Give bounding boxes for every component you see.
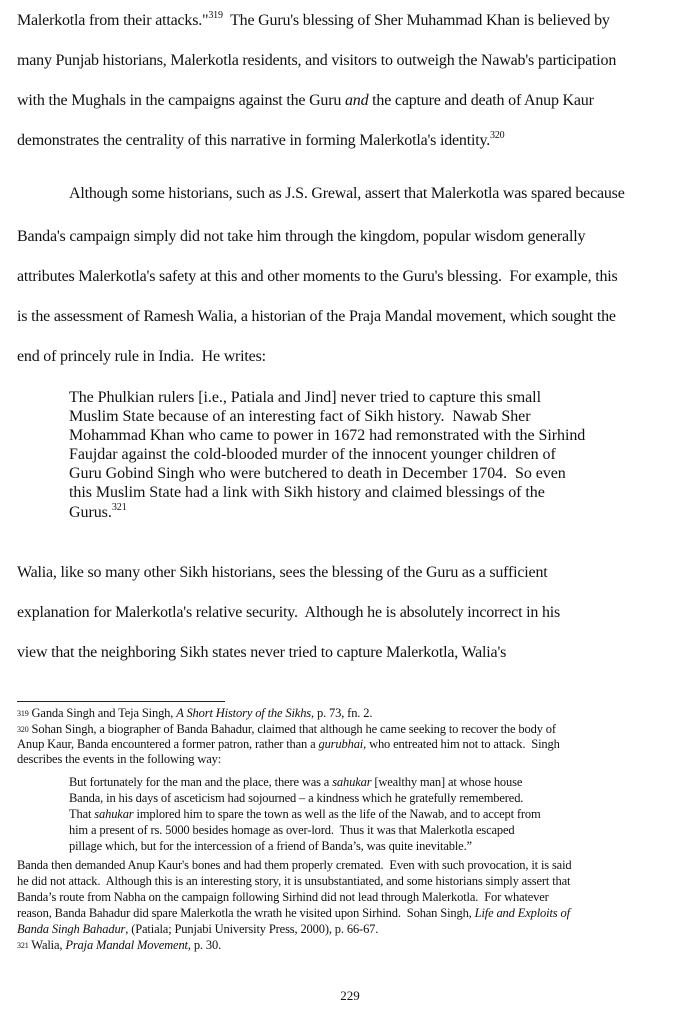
emphasis-text: and [344, 92, 369, 109]
footnote-line [17, 922, 378, 938]
body-text: the capture and death of Anup Kaur [368, 92, 594, 109]
quote-line: pillage which, but for the intercession of a friend of Banda’s, was quite inevitable.” [69, 839, 472, 853]
footnote-319 [17, 706, 372, 722]
quote-line: The Phulkian rulers [i.e., Patiala and Jind] never tried to capture this small [69, 389, 541, 406]
body-line [17, 12, 610, 30]
body-text: attributes Malerkotla's safety at this and other moments to the Guru's blessing. For example, this [17, 268, 618, 285]
footnote-text: , p. 73, fn. 2. [311, 706, 373, 720]
body-text: Banda's campaign simply did not take him through the kingdom, popular wisdom generally [17, 228, 586, 245]
body-line [17, 228, 585, 246]
footnote-text: Walia, [28, 938, 66, 952]
footnote-text: , (Patiala; Punjabi University Press, 2000), p. 66-67. [125, 922, 379, 936]
page-number: 229 [340, 988, 360, 1003]
footnote-number: 321 [17, 941, 29, 950]
emphasis-text: sahukar [94, 807, 134, 821]
quote-text: [wealthy man] at whose house [371, 775, 523, 789]
citation-title: Banda Singh Bahadur [17, 922, 126, 936]
footnote-text: , who entreated him not to attack. Singh [363, 737, 560, 751]
citation-title: Life and Exploits of [474, 906, 570, 920]
citation-title: Praja Mandal Movement [65, 938, 188, 952]
body-text: end of princely rule in India. He writes: [17, 348, 266, 365]
quote-text: Gurus. [69, 504, 112, 521]
footnote-line: Banda’s route from Nabha on the campaign following Sirhind did not lead through Malerkotla. For whatever [17, 890, 549, 904]
body-text: many Punjab historians, Malerkotla residents, and visitors to outweigh the Nawab's participation [17, 52, 617, 69]
quote-line: Banda, in his days of asceticism had sojourned – a kindness which he gratefully remembered. [69, 791, 524, 805]
citation-title: A Short History of the Sikhs [176, 706, 312, 720]
body-line [17, 52, 616, 70]
quote-line: Mohammad Khan who came to power in 1672 had remonstrated with the Sirhind [69, 427, 586, 444]
footnote-line [17, 722, 556, 738]
body-text: view that the neighboring Sikh states never tried to capture Malerkotla, Walia's [17, 644, 507, 661]
body-text: with the Mughals in the campaigns against the Guru [17, 92, 345, 109]
footnote-separator [17, 701, 225, 702]
footnote-321 [17, 938, 221, 954]
footnote-text: Anup Kaur, Banda encountered a former patron, rather than a [17, 737, 319, 751]
footnote-text: reason, Banda Bahadur did spare Malerkotla the wrath he visited upon Sirhind. Sohan Singh, [17, 906, 475, 920]
footnote-ref-320[interactable]: 320 [490, 130, 505, 141]
footnote-text: Ganda Singh and Teja Singh, [28, 706, 177, 720]
body-text: The Guru's blessing of Sher Muhammad Khan is believed by [222, 12, 610, 29]
body-text: Walia, like so many other Sikh historians, sees the blessing of the Guru as a sufficient [17, 564, 548, 581]
footnote-ref-321[interactable]: 321 [111, 502, 127, 513]
body-line [17, 92, 594, 110]
quote-line [69, 503, 127, 523]
footnote-ref-319[interactable]: 319 [208, 10, 223, 21]
body-line [17, 132, 504, 150]
footnote-text: Sohan Singh, a biographer of Banda Bahadur, claimed that although he came seeking to recover the body of [28, 722, 556, 736]
quote-line [69, 807, 541, 823]
quote-text: But fortunately for the man and the place, there was a [69, 775, 333, 789]
body-text: Although some historians, such as J.S. Grewal, assert that Malerkotla was spared because [69, 185, 625, 202]
footnote-line: he did not attack. Although this is an interesting story, it is unsubstantiated, and some historians simply assert that [17, 874, 571, 888]
body-line [17, 644, 506, 662]
quote-line: Guru Gobind Singh who were butchered to death in December 1704. So even [69, 465, 566, 482]
body-line [69, 185, 625, 203]
quote-text: implored him to spare the town as well as the life of the Nawab, and to accept from [133, 807, 541, 821]
body-text: explanation for Malerkotla's relative security. Although he is absolutely incorrect in his [17, 604, 561, 621]
quote-line: Muslim State because of an interesting fact of Sikh history. Nawab Sher [69, 408, 531, 425]
footnote-line: Banda then demanded Anup Kaur's bones and had them properly cremated. Even with such provocation, it is said [17, 858, 572, 872]
quote-text: That [69, 807, 95, 821]
quote-line: him a present of rs. 5000 besides homage as over-lord. Thus it was that Malerkotla escaped [69, 823, 515, 837]
emphasis-text: sahukar [332, 775, 372, 789]
footnote-line [17, 906, 570, 922]
body-line [17, 604, 560, 622]
body-line [17, 348, 266, 366]
body-text: demonstrates the centrality of this narrative in forming Malerkotla's identity. [17, 132, 491, 149]
footnote-line [17, 752, 221, 768]
footnote-text: , p. 30. [187, 938, 222, 952]
quote-line [69, 775, 522, 791]
body-text: is the assessment of Ramesh Walia, a historian of the Praja Mandal movement, which sought the [17, 308, 616, 325]
body-line [17, 308, 616, 326]
body-text: Malerkotla from their attacks." [17, 12, 209, 29]
footnote-number: 319 [17, 709, 29, 718]
body-line [17, 268, 618, 286]
footnote-line [17, 737, 560, 753]
footnote-number: 320 [17, 725, 29, 734]
footnote-text: describes the events in the following way: [17, 752, 222, 766]
emphasis-text: gurubhai [318, 737, 364, 751]
quote-line: this Muslim State had a link with Sikh history and claimed blessings of the [69, 484, 545, 501]
quote-line: Faujdar against the cold-blooded murder of the innocent younger children of [69, 446, 556, 463]
body-line [17, 564, 548, 582]
